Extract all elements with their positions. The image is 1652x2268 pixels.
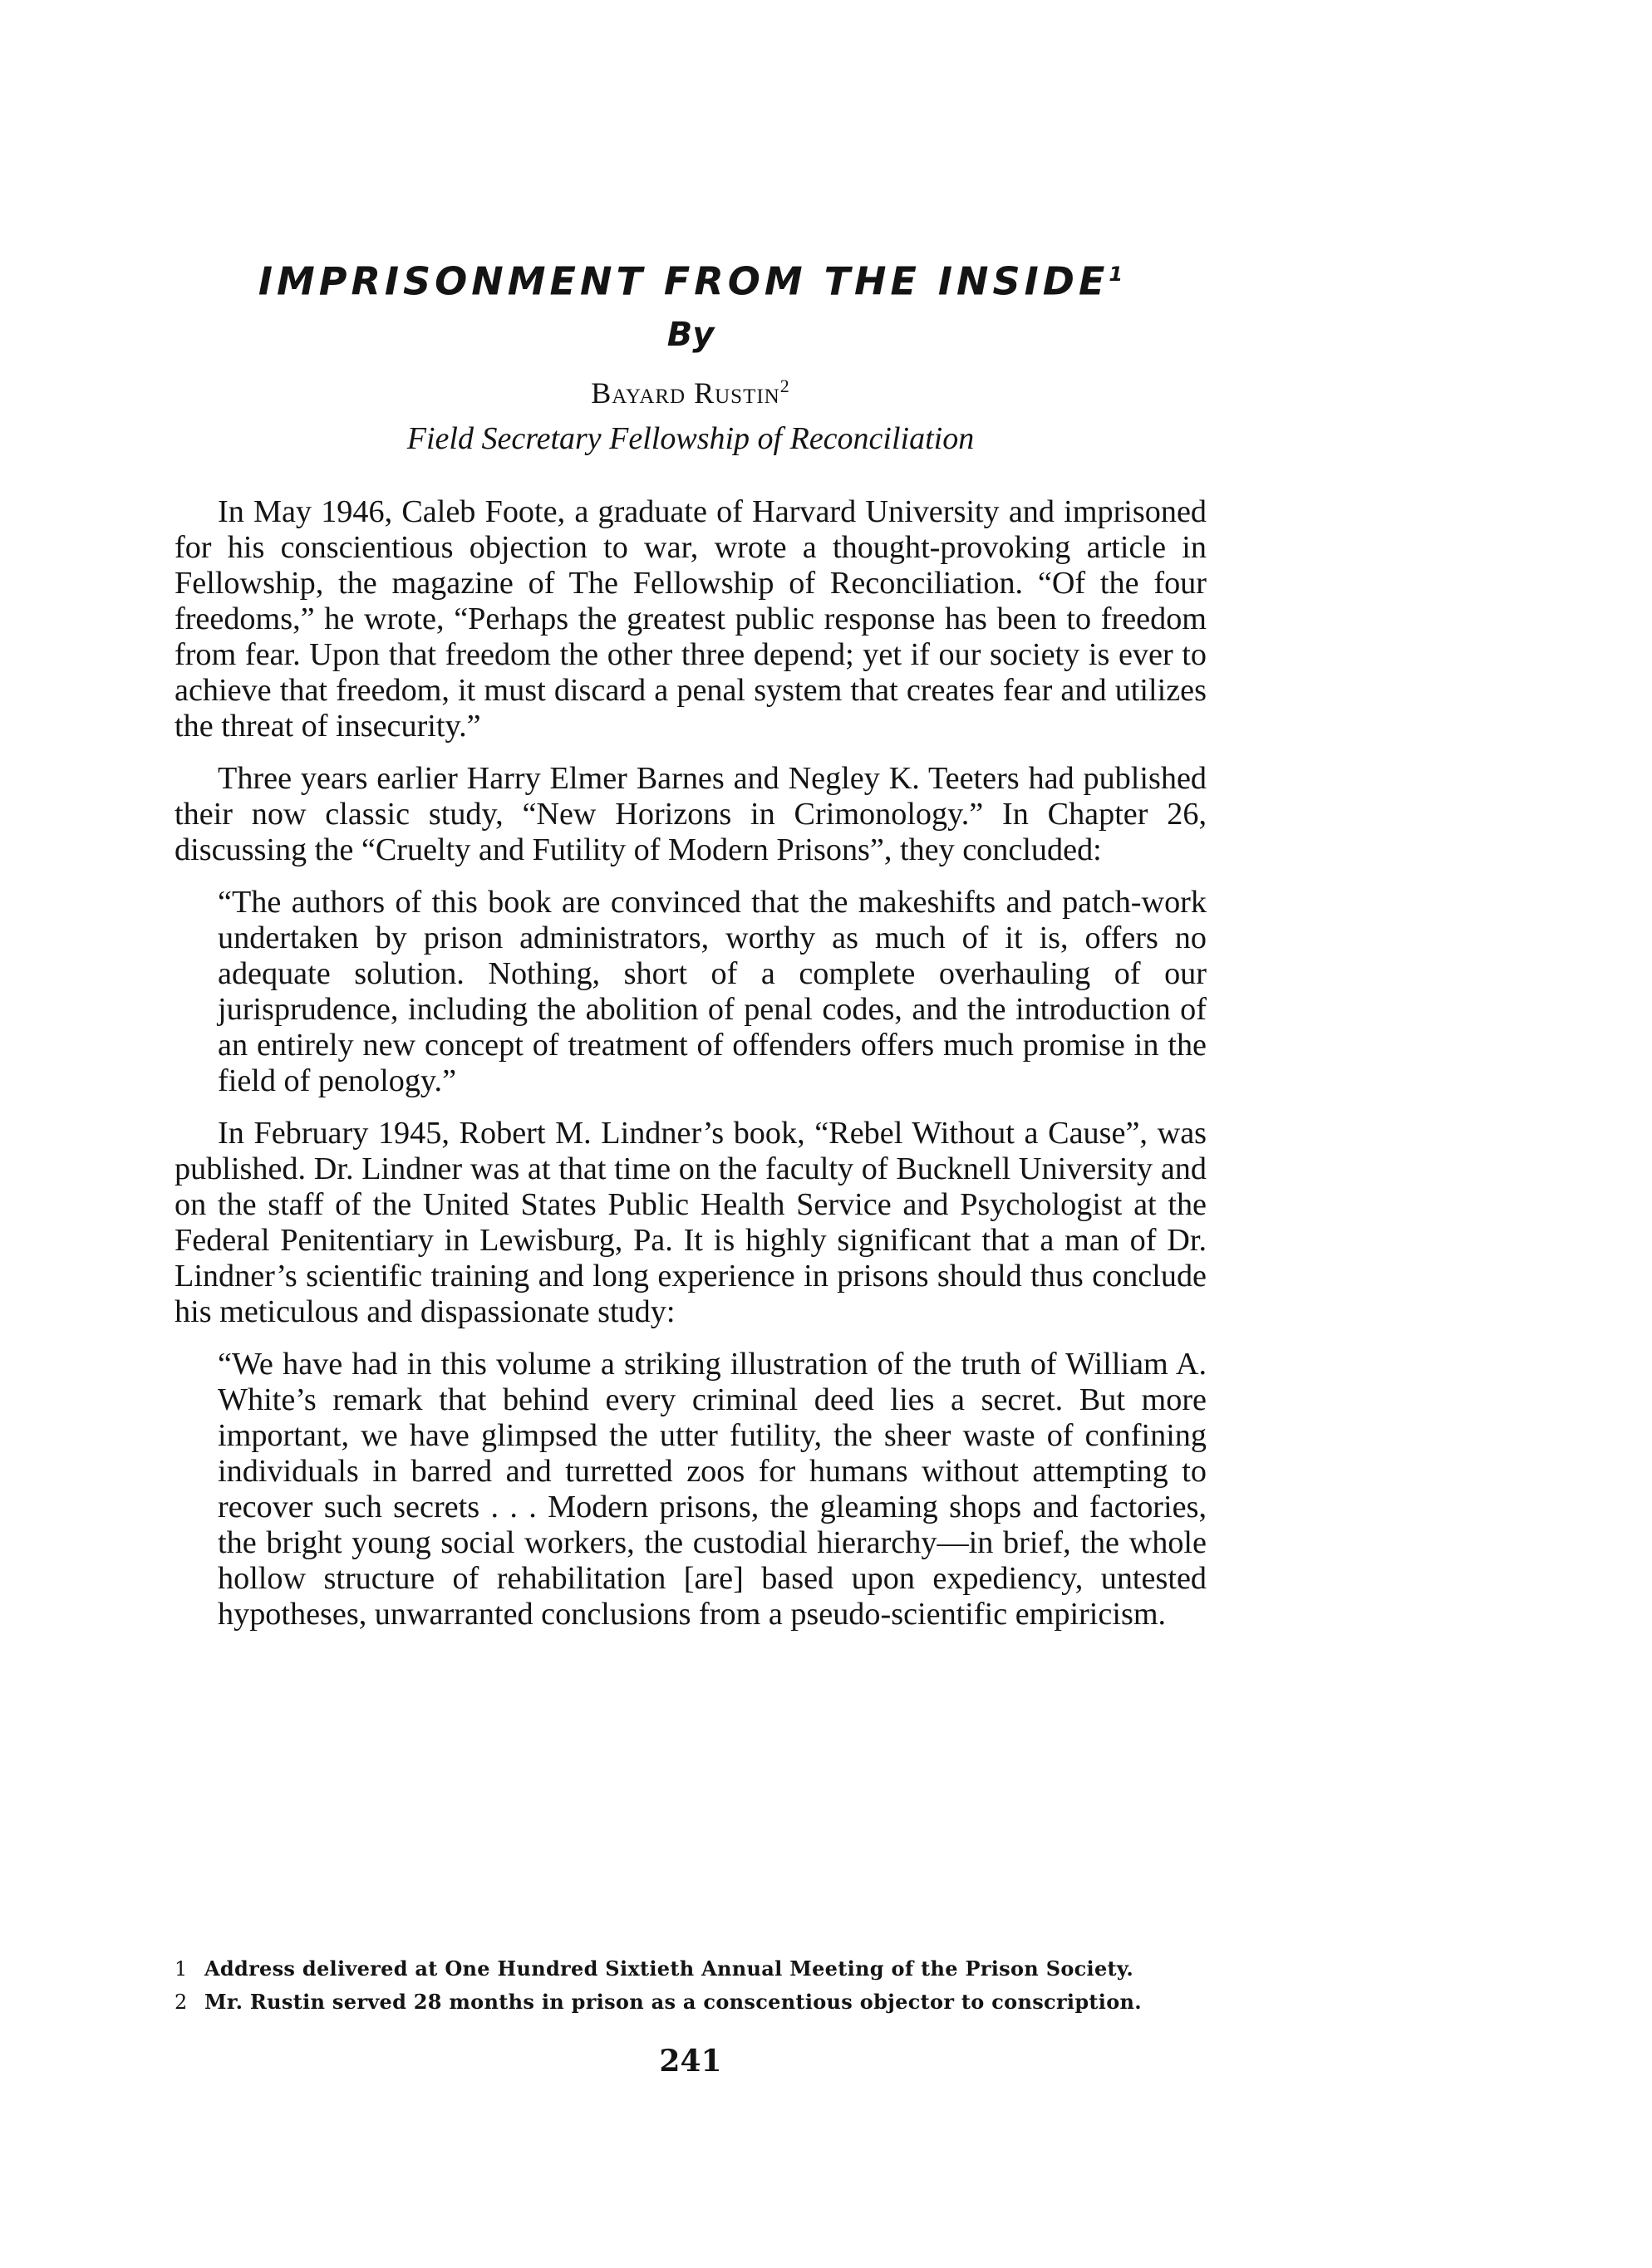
byline: By [666,316,715,354]
footnote-text: Mr. Rustin served 28 months in prison as a conscentious objector to conscription. [204,1990,1142,2014]
block-quote-2: “We have had in this volume a striking illustration of the truth of William A. White’s remark that behind every criminal deed lies a secret. But more important, we have glimpsed the utter futility, the sheer waste of confining individuals in barred and turretted zoos for humans without attempting to recover such secrets . . . Modern prisons, the gleaming shops and factories, the bright young social workers, the custodial hierarchy—in brief, the whole hollow structure of rehabilitation [are] based upon expediency, untested hypotheses, unwarranted conclusions from a pseudo-scientific empiricism. [218,1347,1207,1632]
author-name [175,366,1207,414]
footnote-text: Address delivered at One Hundred Sixtieth Annual Meeting of the Prison Society. [204,1956,1134,1981]
article-title-text: IMPRISONMENT FROM THE INSIDE [258,258,1109,304]
author-footnote-marker: 2 [779,376,790,396]
page-number: 241 [659,2044,722,2079]
footnote [175,1952,1207,1986]
article-title [175,249,1207,306]
title-footnote-marker: 1 [1109,263,1123,286]
footnote-number: 2 [175,1991,188,2014]
footnote-number: 1 [175,1957,188,1981]
author-affiliation: Field Secretary Fellowship of Reconciliation [406,421,975,456]
paragraph-1: In May 1946, Caleb Foote, a graduate of Harvard University and imprisoned for his conscientious objection to war, wrote a thought-provoking article in Fellowship, the magazine of The Fellowship of Reconciliation. “Of the four freedoms,” he wrote, “Perhaps the greatest public response has been to freedom from fear. Upon that freedom the other three depend; yet if our society is ever to achieve that freedom, it must discard a penal system that creates fear and utilizes the threat of insecurity.” [175,494,1207,744]
article-body [175,494,1207,1632]
block-quote-1: “The authors of this book are convinced that the makeshifts and patch-work undertaken by prison administrators, worthy as much of it is, offers no adequate solution. Nothing, short of a complete overhauling of our jurisprudence, including the abolition of penal codes, and the introduction of an entirely new concept of treatment of offenders offers much promise in the field of penology.” [218,885,1207,1098]
paragraph-3: In February 1945, Robert M. Lindner’s book, “Rebel Without a Cause”, was published. Dr. Lindner was at that time on the faculty of Bucknell University and on the staff of the United States Public Health Service and Psychologist at the Federal Penitentiary in Lewisburg, Pa. It is highly significant that a man of Dr. Lindner’s scientific training and long experience in prisons should thus conclude his meticulous and dispassionate study: [175,1116,1207,1329]
paragraph-2: Three years earlier Harry Elmer Barnes and Negley K. Teeters had published their now classic study, “New Horizons in Crimonology.” In Chapter 26, discussing the “Cruelty and Futility of Modern Prisons”, they concluded: [175,761,1207,867]
footnotes [175,1952,1207,2019]
footnote [175,1986,1207,2019]
author-name-text: Bayard Rustin [591,376,780,410]
